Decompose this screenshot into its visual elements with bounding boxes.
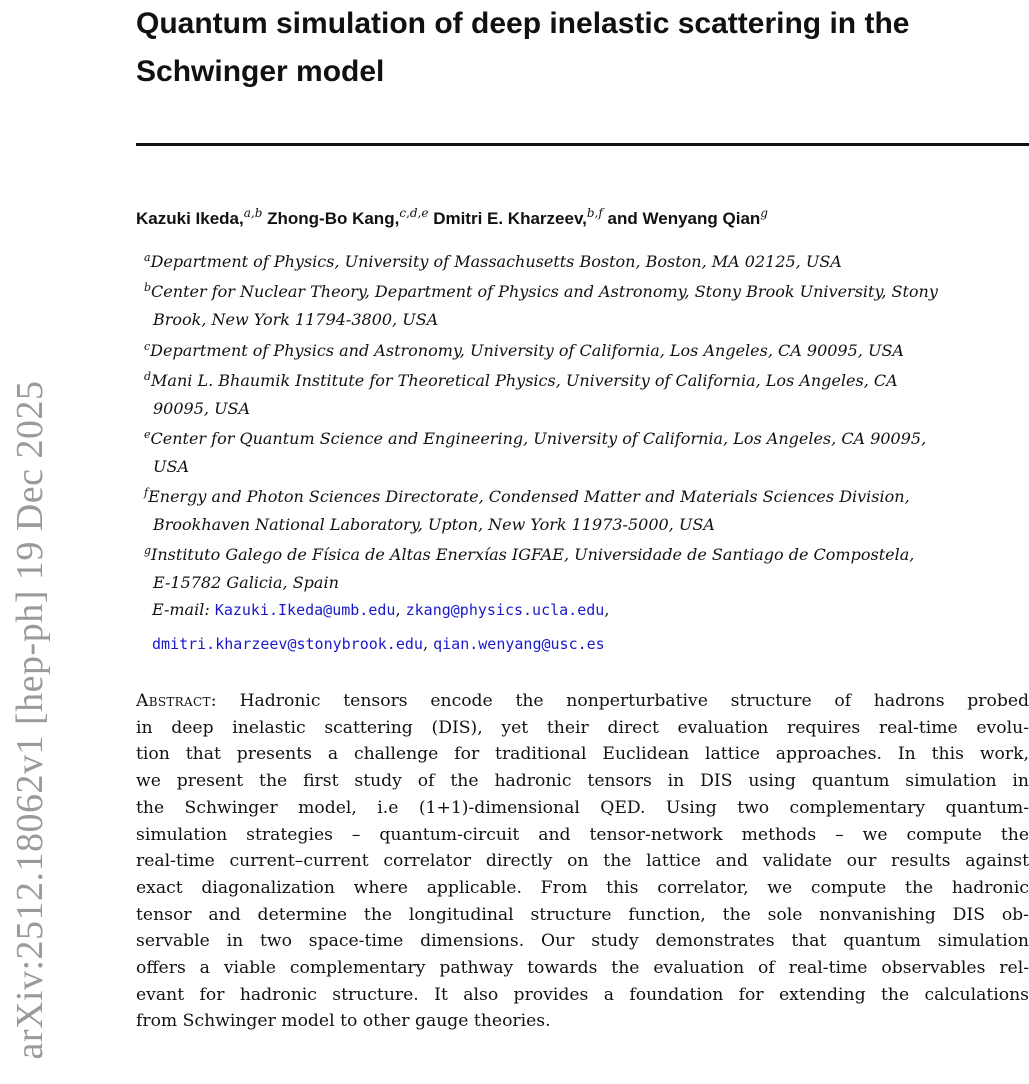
author-name: Zhong-Bo Kang,	[267, 209, 400, 228]
author-affiliation-marker: g	[760, 206, 768, 220]
email-link-kang[interactable]: zkang@physics.ucla.edu	[405, 601, 605, 619]
affiliation-label: e	[144, 428, 151, 441]
abstract-line: we present the first study of the hadronic tensors in DIS using quantum simulation in	[136, 771, 1029, 792]
affiliation-label: a	[144, 251, 151, 264]
email-separator: ,	[604, 600, 610, 619]
abstract-line: from Schwinger model to other gauge theories.	[136, 1011, 551, 1032]
abstract-line: exact diagonalization where applicable. From this correlator, we compute the hadronic	[136, 877, 1029, 898]
author-affiliation-marker: b,f	[586, 206, 603, 220]
author-list	[136, 206, 768, 229]
author-affiliation-marker: c,d,e	[399, 206, 429, 220]
affiliation-b	[144, 274, 1029, 334]
affiliation-text: Energy and Photon Sciences Directorate, Condensed Matter and Materials Sciences Division,	[148, 487, 910, 506]
affiliation-label: g	[144, 544, 152, 557]
affiliation-text-continued: Brookhaven National Laboratory, Upton, New York 11973-5000, USA	[153, 515, 715, 534]
abstract-line: servable in two space-time dimensions. Our study demonstrates that quantum simulation	[136, 931, 1029, 952]
author-name: Dmitri E. Kharzeev,	[433, 209, 587, 228]
affiliation-d	[144, 363, 1029, 423]
email-link-qian[interactable]: qian.wenyang@usc.es	[433, 635, 605, 653]
affiliation-e	[144, 421, 1029, 481]
abstract-line: real-time current–current correlator directly on the lattice and validate our results against	[136, 851, 1029, 872]
affiliation-label: f	[144, 486, 149, 499]
email-label: E-mail:	[152, 600, 210, 619]
abstract-line	[136, 688, 1029, 715]
affiliation-text: Center for Nuclear Theory, Department of Physics and Astronomy, Stony Brook University, Stony	[151, 282, 938, 301]
affiliation-text: Instituto Galego de Física de Altas Enerxías IGFAE, Universidade de Santiago de Compostela,	[151, 545, 915, 564]
affiliation-text: Mani L. Bhaumik Institute for Theoretical Physics, University of California, Los Angeles, CA	[151, 371, 898, 390]
author-name: Wenyang Qian	[642, 209, 761, 228]
arxiv-side-stamp	[0, 0, 60, 1084]
affiliation-label: b	[144, 281, 152, 294]
email-line-2	[152, 629, 605, 659]
author-affiliation-marker: a,b	[243, 206, 263, 220]
paper-title	[136, 0, 1029, 96]
affiliation-c	[144, 333, 1029, 365]
title-line-1: Quantum simulation of deep inelastic scattering in the	[136, 7, 910, 40]
abstract	[136, 688, 1029, 1035]
email-separator: ,	[422, 634, 429, 653]
email-link-ikeda[interactable]: Kazuki.Ikeda@umb.edu	[214, 601, 396, 619]
affiliation-label: d	[144, 370, 152, 383]
email-separator: ,	[395, 600, 401, 619]
abstract-line: simulation strategies – quantum-circuit and tensor-network methods – we compute the	[136, 824, 1029, 845]
affiliation-text-continued: 90095, USA	[153, 399, 251, 418]
title-divider	[136, 143, 1029, 146]
affiliation-a	[144, 244, 1029, 276]
abstract-text: Hadronic tensors encode the nonperturbative structure of hadrons probed	[239, 691, 1029, 711]
affiliation-text: Center for Quantum Science and Engineering, University of California, Los Angeles, CA 90095,	[150, 429, 927, 448]
title-line-2: Schwinger model	[136, 55, 385, 88]
email-line-1	[152, 595, 609, 625]
affiliation-g	[144, 537, 1029, 597]
arxiv-identifier: arXiv:2512.18062v1 [hep-ph] 19 Dec 2025	[9, 380, 51, 1060]
abstract-line: the Schwinger model, i.e (1+1)-dimensional QED. Using two complementary quantum-	[136, 797, 1029, 818]
abstract-line: tion that presents a challenge for traditional Euclidean lattice approaches. In this work,	[136, 744, 1029, 765]
author-connector: and	[607, 209, 638, 228]
affiliation-text-continued: USA	[153, 457, 189, 476]
affiliation-text: Department of Physics and Astronomy, University of California, Los Angeles, CA 90095, USA	[150, 341, 904, 360]
affiliation-text-continued: E-15782 Galicia, Spain	[153, 573, 339, 592]
abstract-line: evant for hadronic structure. It also provides a foundation for extending the calculations	[136, 984, 1029, 1005]
affiliation-f	[144, 479, 1029, 539]
email-link-kharzeev[interactable]: dmitri.kharzeev@stonybrook.edu	[152, 635, 423, 653]
abstract-line: tensor and determine the longitudinal structure function, the sole nonvanishing DIS ob-	[136, 904, 1029, 925]
author-name: Kazuki Ikeda,	[136, 209, 244, 228]
abstract-line: offers a viable complementary pathway towards the evaluation of real-time observables rel-	[136, 958, 1029, 979]
affiliation-label: c	[144, 340, 151, 353]
affiliation-text: Department of Physics, University of Massachusetts Boston, Boston, MA 02125, USA	[150, 252, 842, 271]
abstract-heading: Abstract:	[136, 691, 217, 711]
affiliation-text-continued: Brook, New York 11794-3800, USA	[153, 310, 439, 329]
abstract-line: in deep inelastic scattering (DIS), yet their direct evaluation requires real-time evolu-	[136, 717, 1029, 738]
